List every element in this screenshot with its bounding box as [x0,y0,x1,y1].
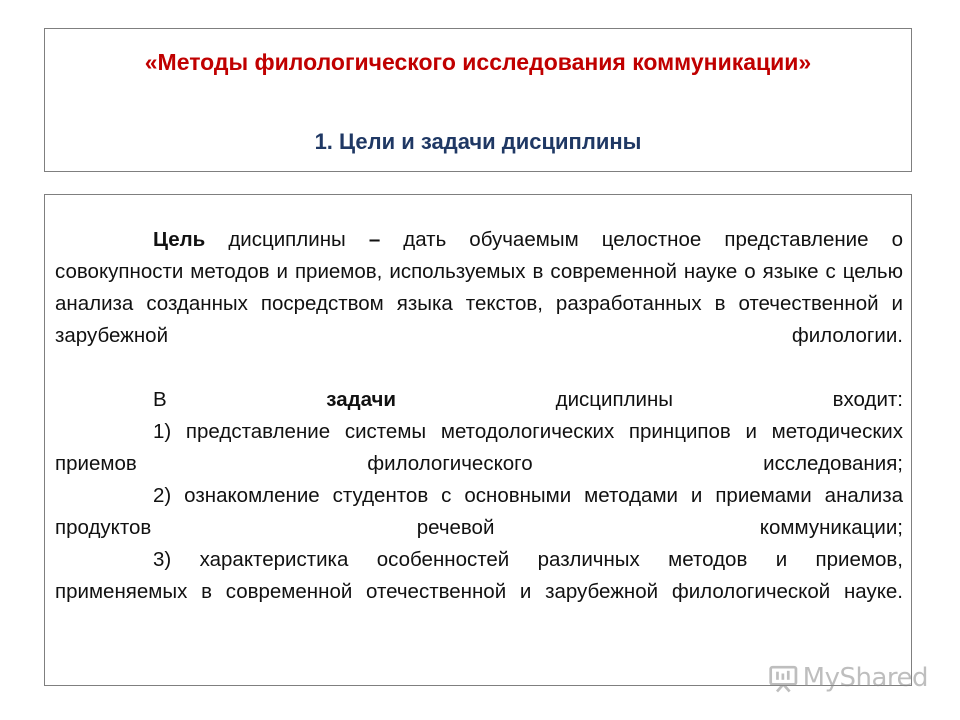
slide-subtitle: 1. Цели и задачи дисциплины [314,129,642,154]
content-text [55,224,903,608]
goal-lead: Цель [153,228,206,251]
title-box [44,28,912,172]
watermark [768,656,928,700]
task-item-2: 2) ознакомление студентов с основными методами и приемами анализа продуктов речевой коммуникации; [55,484,903,539]
goal-dash-text: дисциплины [205,228,369,251]
tasks-intro-bold: задачи [326,388,397,411]
tasks-intro-pre: В [153,388,327,411]
task-item-3: 3) характеристика особенностей различных методов и приемов, применяемых в современной отечественной и зарубежной филологической науке. [55,548,903,603]
goal-paragraph [55,224,903,352]
task-item-1: 1) представление системы методологических принципов и методических приемов филологического исследования; [55,420,903,475]
content-box [44,194,912,686]
presentation-board-icon [768,661,799,695]
goal-text: дать обучаемым целостное представление о совокупности методов и приемов, используемых в современной науке о языке с целью анализа созданных посредством языка текстов, разработанных в отечественной и зарубежной филологии. [55,228,903,347]
goal-dash: – [368,228,381,251]
tasks-intro [55,384,903,416]
watermark-text: MyShared [802,663,928,693]
tasks-intro-post: дисциплины входит: [396,388,903,411]
slide-title: «Методы филологического исследования коммуникации» [144,49,812,75]
